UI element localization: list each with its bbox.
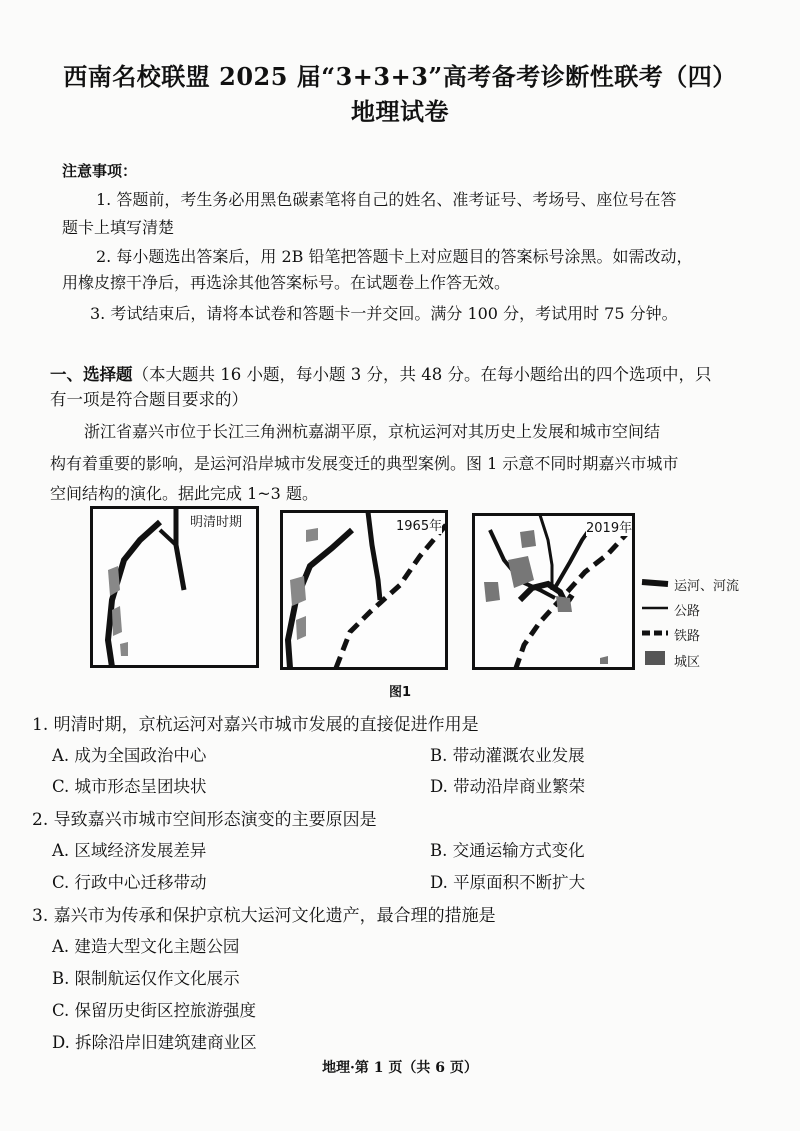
- question-2-option-b[interactable]: B. 交通运输方式变化: [430, 841, 585, 860]
- map3-urban-areas: [484, 530, 608, 664]
- legend-label-urban: 城区: [674, 655, 701, 670]
- question-2-option-c[interactable]: C. 行政中心迁移带动: [52, 873, 207, 892]
- section-description: （本大题共 16 小题，每小题 3 分，共 48 分。在每小题给出的四个选项中，只: [132, 365, 712, 384]
- legend-canal-symbol: [642, 582, 668, 584]
- exam-title: 西南名校联盟 2025 届“3+3+3”高考备考诊断性联考（四）: [63, 62, 737, 91]
- legend-label-road: 公路: [674, 604, 701, 619]
- question-3-option-c[interactable]: C. 保留历史街区控旅游强度: [52, 1001, 257, 1020]
- notice-line-1: 1. 答题前，考生务必用黑色碳素笔将自己的姓名、准考证号、考场号、座位号在答: [96, 190, 677, 209]
- map3-road-north: [540, 515, 552, 590]
- question-3-option-d[interactable]: D. 拆除沿岸旧建筑建商业区: [52, 1033, 257, 1052]
- passage-line-1: 浙江省嘉兴市位于长江三角洲杭嘉湖平原，京杭运河对其历史上发展和城市空间结: [84, 422, 661, 441]
- map2-canal-north: [368, 512, 380, 600]
- question-3-option-a[interactable]: A. 建造大型文化主题公园: [52, 937, 240, 956]
- map2-railway: [336, 525, 446, 668]
- map1-canal-main: [108, 522, 160, 667]
- map-label-ming-qing: 明清时期: [190, 511, 242, 530]
- page-footer: 地理·第 1 页（共 6 页）: [322, 1060, 478, 1076]
- legend-symbols: [642, 582, 668, 665]
- notice-line-4: 用橡皮擦干净后，再选涂其他答案标号。在试题卷上作答无效。: [62, 273, 511, 292]
- passage-line-2: 构有着重要的影响，是运河沿岸城市发展变迁的典型案例。图 1 示意不同时期嘉兴市城市: [50, 454, 679, 473]
- map3-railway: [516, 530, 630, 668]
- notice-line-5: 3. 考试结束后，请将本试卷和答题卡一并交回。满分 100 分，考试用时 75 分钟。: [90, 304, 678, 323]
- question-1-option-d[interactable]: D. 带动沿岸商业繁荣: [430, 777, 586, 796]
- notice-line-3: 2. 每小题选出答案后，用 2B 铅笔把答题卡上对应题目的答案标号涂黑。如需改动，: [96, 247, 693, 266]
- section-title: 一、选择题: [50, 365, 133, 384]
- question-1-stem: 1. 明清时期，京杭运河对嘉兴市城市发展的直接促进作用是: [32, 715, 479, 735]
- question-2-option-a[interactable]: A. 区域经济发展差异: [52, 841, 207, 860]
- notice-heading: 注意事项：: [62, 162, 138, 180]
- map1-canal-north: [176, 508, 184, 590]
- exam-subject-title: 地理试卷: [351, 97, 449, 126]
- figure-caption: 图1: [388, 685, 412, 700]
- question-2-stem: 2. 导致嘉兴市城市空间形态演变的主要原因是: [32, 810, 377, 830]
- notice-line-2: 题卡上填写清楚: [62, 218, 175, 237]
- section-description-cont: 有一项是符合题目要求的）: [50, 390, 248, 409]
- legend-urban-symbol: [645, 651, 665, 665]
- map-label-1965: 1965年: [396, 515, 442, 534]
- map-label-2019: 2019年: [586, 517, 632, 536]
- passage-line-3: 空间结构的演化。据此完成 1~3 题。: [50, 484, 318, 503]
- question-2-option-d[interactable]: D. 平原面积不断扩大: [430, 873, 586, 892]
- question-3-option-b[interactable]: B. 限制航运仅作文化展示: [52, 969, 240, 988]
- question-3-stem: 3. 嘉兴市为传承和保护京杭大运河文化遗产，最合理的措施是: [32, 906, 496, 926]
- legend-label-railway: 铁路: [674, 629, 701, 644]
- question-1-option-a[interactable]: A. 成为全国政治中心: [52, 746, 207, 765]
- legend-label-canal: 运河、河流: [674, 579, 740, 594]
- question-1-option-b[interactable]: B. 带动灌溉农业发展: [430, 746, 585, 765]
- question-1-option-c[interactable]: C. 城市形态呈团块状: [52, 777, 207, 796]
- map3-lines: [490, 515, 630, 668]
